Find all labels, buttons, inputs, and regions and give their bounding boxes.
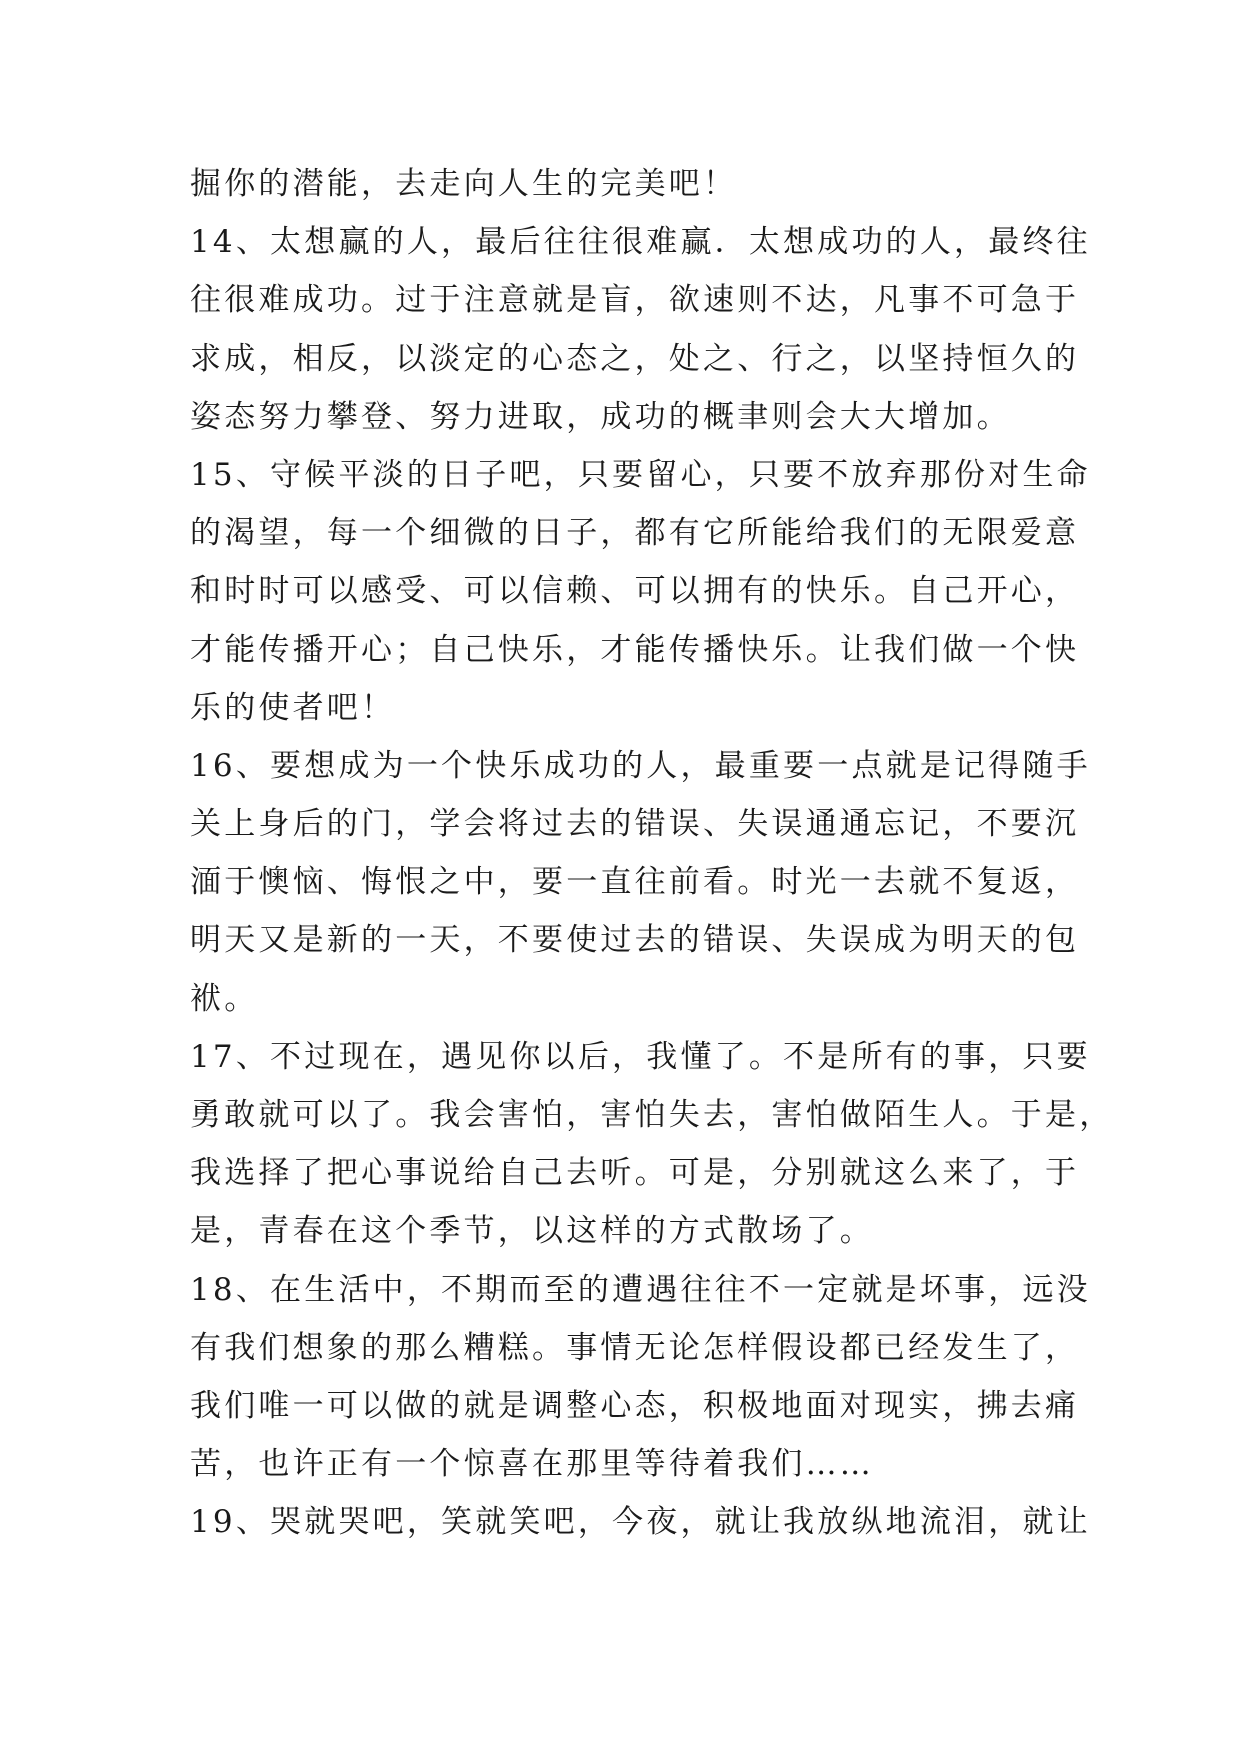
text-line: 往很难成功。过于注意就是盲，欲速则不达，凡事不可急于: [190, 282, 1080, 319]
text-line: 掘你的潜能，去走向人生的完美吧！: [190, 166, 738, 202]
text-line: 我们唯一可以做的就是调整心态，积极地面对现实，拂去痛: [190, 1387, 1080, 1424]
text-line: 乐的使者吧！: [190, 689, 396, 726]
text-line: 16、要想成为一个快乐成功的人，最重要一点就是记得随手: [190, 747, 1091, 784]
text-line: 的渴望，每一个细微的日子，都有它所能给我们的无限爱意: [190, 515, 1080, 552]
text-line: 姿态努力攀登、努力进取，成功的概聿则会大大增加。: [190, 398, 1011, 435]
text-line: 15、守候平淡的日子吧，只要留心，只要不放弃那份对生命: [190, 456, 1091, 493]
text-line: 明天又是新的一天，不要使过去的错误、失误成为明天的包: [190, 922, 1080, 959]
text-line: 和时时可以感受、可以信赖、可以拥有的快乐。自己开心，: [190, 573, 1080, 610]
text-line: 17、不过现在，遇见你以后，我懂了。不是所有的事，只要: [190, 1038, 1091, 1075]
text-line: 我选择了把心事说给自己去听。可是，分别就这么来了，于: [190, 1155, 1080, 1192]
text-line: 苦，也许正有一个惊喜在那里等待着我们……: [190, 1446, 874, 1483]
text-line: 是，青春在这个季节，以这样的方式散场了。: [190, 1213, 874, 1250]
text-line: 18、在生活中，不期而至的遭遇往往不一定就是坏事，远没: [190, 1271, 1091, 1308]
text-line: 14、太想赢的人，最后往往很难赢．太想成功的人，最终往: [190, 224, 1091, 261]
text-line: 勇敢就可以了。我会害怕，害怕失去，害怕做陌生人。于是，: [190, 1097, 1114, 1133]
text-line: 才能传播开心；自己快乐，才能传播快乐。让我们做一个快: [190, 631, 1080, 668]
text-line: 求成，相反，以淡定的心态之，处之、行之，以坚持恒久的: [190, 340, 1080, 377]
text-line: 有我们想象的那么糟糕。事情无论怎样假设都已经发生了，: [190, 1329, 1080, 1366]
text-line: 湎于懊恼、悔恨之中，要一直往前看。时光一去就不复返，: [190, 864, 1080, 901]
text-line: 关上身后的门，学会将过去的错误、失误通通忘记，不要沉: [190, 806, 1080, 843]
text-line: 19、哭就哭吧，笑就笑吧，今夜，就让我放纵地流泪，就让: [190, 1504, 1091, 1541]
text-line: 袱。: [190, 980, 259, 1017]
document-body: [190, 155, 1114, 1552]
